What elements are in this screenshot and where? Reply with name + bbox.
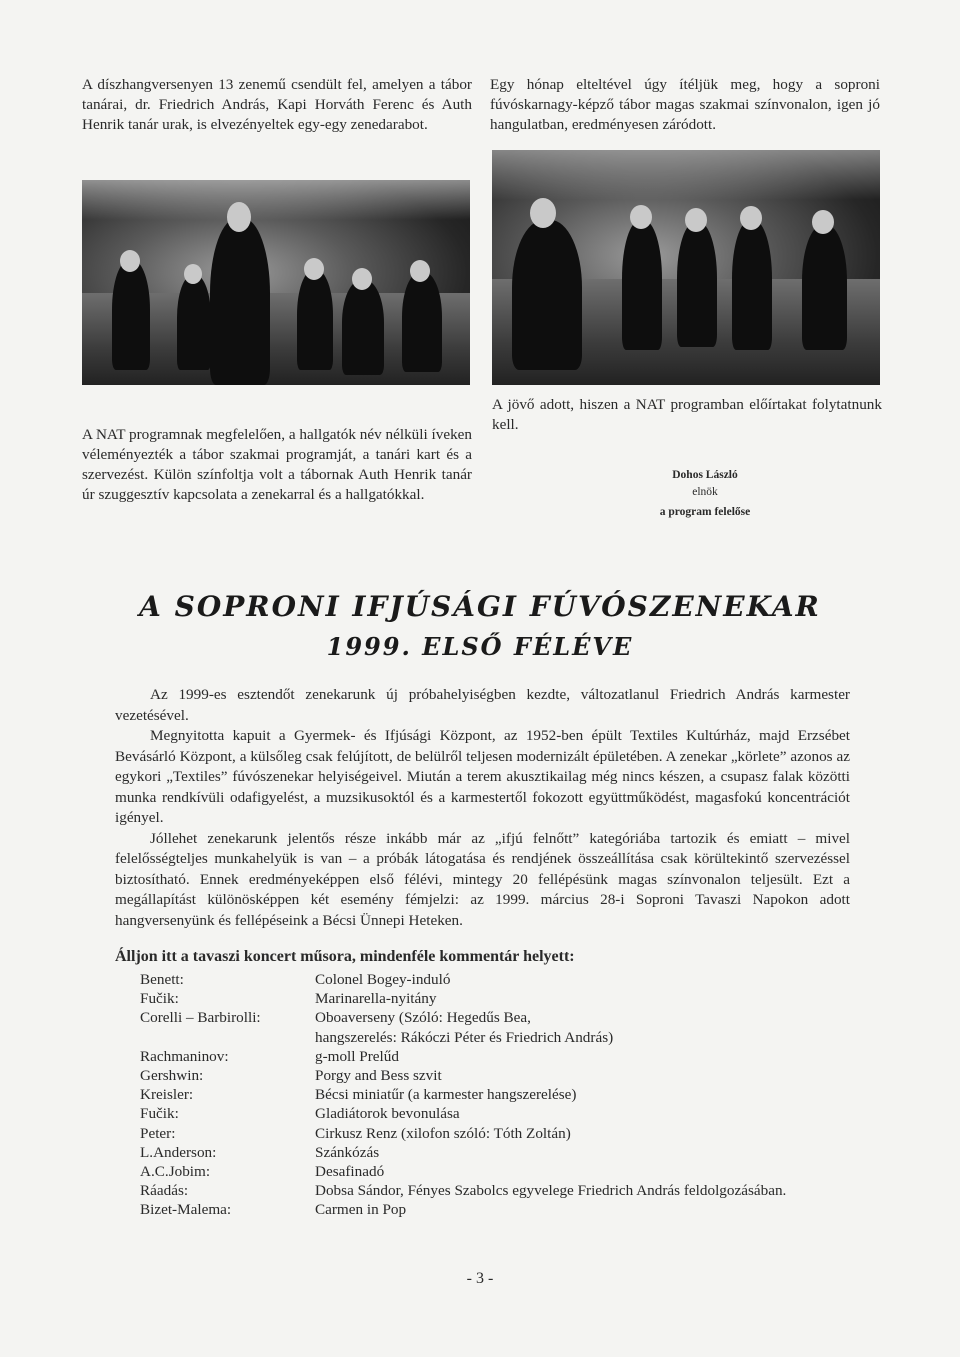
top-left-paragraph: A díszhangversenyen 13 zenemű csendült fel, amelyen a tábor tanárai, dr. Friedrich András, Kapi Horváth Ferenc és Auth Henrik tanár urak, is elvezényeltek egy-egy zenedarabot. xyxy=(82,76,472,133)
signature-role2: a program felelőse xyxy=(659,506,751,518)
program-work: Porgy and Bess szvit xyxy=(315,1067,442,1085)
program-row xyxy=(140,1104,786,1123)
program-list xyxy=(140,970,786,1220)
program-row xyxy=(140,1047,786,1066)
body-paragraph-1: Az 1999-es esztendőt zenekarunk új próbahelyiségben kezdte, változatlanul Friedrich András karmester vezetésével. xyxy=(115,686,850,724)
program-composer: Fučik: xyxy=(140,990,179,1008)
article-heading-line1: A SOPRONI IFJÚSÁGI FÚVÓSZENEKAR xyxy=(139,590,821,623)
signature-role: elnök xyxy=(692,486,718,498)
program-work: Cirkusz Renz (xilofon szóló: Tóth Zoltán) xyxy=(315,1124,571,1142)
body-paragraph-3: Jóllehet zenekarunk jelentős része inkább már az „ifjú felnőtt” kategóriába tartozik és emiatt – mivel felelősségteljes munkahelyük is van – a próbák látogatása és rendjének összeállítása csak körültekintő szervezéssel biztosítható. Ennek eredményeképpen első félévi, mintegy 20 fellépésünk magas színvonalon teljesült. Ezt a megállapítást különösképpen két esemény fémjelzi: az 1999. március 28-i Soproni Tavaszi Napokon adott hangversenyünk és fellépéseink a Bécsi Ünnepi Heteken. xyxy=(115,829,850,929)
left-caption: A NAT programnak megfelelően, a hallgatók név nélküli íveken véleményezték a tábor szakmai programját, a tanári kart és a szervezést. Külön színfoltja volt a tábornak Auth Henrik tanár úr szuggesztív kapcsolata a zenekarral és a hallgatókkal. xyxy=(82,426,472,503)
program-work: Carmen in Pop xyxy=(315,1201,407,1219)
program-row xyxy=(140,1028,786,1047)
program-composer: Kreisler: xyxy=(140,1086,194,1104)
program-composer: Gershwin: xyxy=(140,1067,204,1085)
program-row xyxy=(140,989,786,1008)
program-row xyxy=(140,1085,786,1104)
program-work: Dobsa Sándor, Fényes Szabolcs egyvelege Friedrich András feldolgozásában. xyxy=(315,1182,787,1200)
program-work: hangszerelés: Rákóczi Péter és Friedrich András) xyxy=(315,1028,614,1046)
program-work: Colonel Bogey-induló xyxy=(315,971,451,988)
program-composer: A.C.Jobim: xyxy=(140,1163,211,1181)
signature-name: Dohos László xyxy=(672,469,738,481)
program-work: Szánkózás xyxy=(315,1143,380,1161)
program-composer: Ráadás: xyxy=(140,1182,189,1200)
program-work: Marinarella-nyitány xyxy=(315,990,437,1008)
program-work: Gladiátorok bevonulása xyxy=(315,1105,460,1123)
program-row xyxy=(140,1066,786,1085)
program-work: Oboaverseny (Szóló: Hegedűs Bea, xyxy=(315,1009,531,1027)
right-caption: A jövő adott, hiszen a NAT programban előírtakat folytatnunk kell. xyxy=(492,396,882,433)
program-composer xyxy=(140,1028,315,1047)
signature-block xyxy=(630,466,780,523)
program-row xyxy=(140,1124,786,1143)
program-row xyxy=(140,1162,786,1181)
program-work: Bécsi miniatűr (a karmester hangszerelése) xyxy=(315,1086,577,1104)
program-row xyxy=(140,1200,786,1219)
program-composer: Corelli – Barbirolli: xyxy=(140,1009,261,1027)
article-heading-line2: 1999. ELSŐ FÉLÉVE xyxy=(326,632,634,661)
photo-conductor-orchestra xyxy=(82,180,470,385)
program-composer: Peter: xyxy=(140,1124,176,1142)
program-composer: L.Anderson: xyxy=(140,1143,217,1161)
program-row xyxy=(140,1181,786,1200)
body-paragraph-2: Megnyitotta kapuit a Gyermek- és Ifjúsági Központ, az 1952-ben épült Textiles Kultúrház, majd Erzsébet Bevásárló Központ, a külsőleg csak felújított, de belülről teljesen modernizált épületében. A zenekar „körlete” azonos az egykori „Textiles” fúvószenekar helyiségeivel. Miután a terem akusztikailag még nincs készen, a csupasz falak közötti munka rendkívüli odafigyelést, a muzsikusoktól és a karmestertől fokozott együttműködést, magasfokú koncentrációt igényel. xyxy=(115,727,850,826)
program-composer: Benett: xyxy=(140,971,184,988)
program-composer: Bizet-Malema: xyxy=(140,1201,232,1219)
photo-conductor-bowing xyxy=(492,150,880,385)
program-composer: Rachmaninov: xyxy=(140,1047,229,1065)
article-body xyxy=(115,685,850,931)
program-title: Álljon itt a tavaszi koncert műsora, mindenféle kommentár helyett: xyxy=(115,948,575,965)
program-row xyxy=(140,1008,786,1027)
program-composer: Fučik: xyxy=(140,1105,179,1123)
top-right-paragraph: Egy hónap elteltével úgy ítéljük meg, hogy a soproni fúvóskarnagy-képző tábor magas szakmai színvonalon, igen jó hangulatban, eredményesen záródott. xyxy=(490,76,880,133)
program-work: g-moll Prelűd xyxy=(315,1047,399,1065)
page-number: - 3 - xyxy=(466,1270,494,1287)
program-row xyxy=(140,970,786,989)
program-row xyxy=(140,1143,786,1162)
program-work: Desafinadó xyxy=(315,1163,385,1181)
